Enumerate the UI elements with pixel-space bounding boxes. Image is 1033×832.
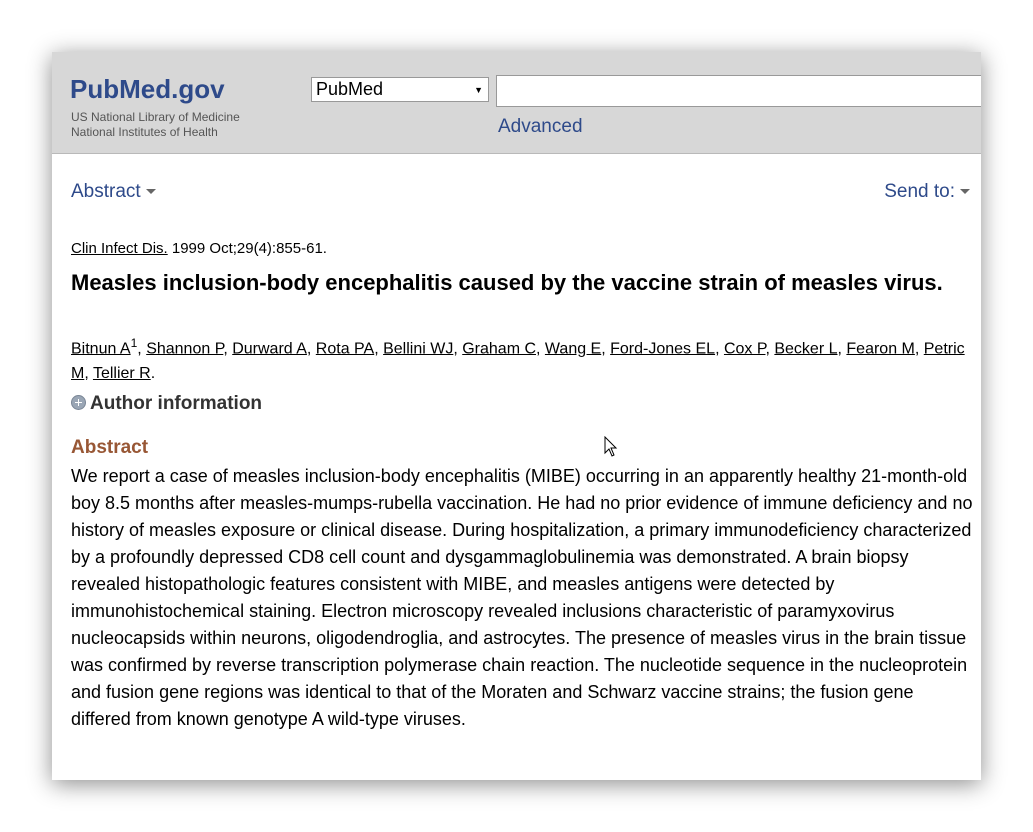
author-separator: , [765,340,775,358]
search-input[interactable] [496,75,981,107]
format-label: Abstract [71,181,141,202]
author-separator: , [306,340,316,358]
advanced-search-link[interactable]: Advanced [498,116,583,137]
article-title: Measles inclusion-body encephalitis caused by the vaccine strain of measles virus. [71,270,943,295]
author-link[interactable]: Fearon M [846,340,915,358]
author-link[interactable]: Bitnun A [71,340,131,358]
author-separator: , [453,340,463,358]
caret-down-icon [146,189,156,194]
author-separator: , [715,340,724,358]
author-separator: , [914,340,924,358]
database-select[interactable] [311,77,489,102]
expand-plus-icon [71,395,86,410]
abstract-heading: Abstract [71,437,149,458]
author-information-toggle[interactable] [71,393,262,415]
send-to-dropdown[interactable] [884,181,970,203]
mouse-cursor-icon [604,436,618,458]
author-link[interactable]: Durward A [232,340,307,358]
author-link[interactable]: Cox P [723,340,766,358]
journal-link[interactable]: Clin Infect Dis. [71,240,168,257]
author-link[interactable]: Rota PA [315,340,375,358]
database-select-value: PubMed [316,79,384,99]
author-separator: , [374,340,384,358]
org-name [71,110,240,140]
author-separator: , [837,340,847,358]
author-link[interactable]: Ford-Jones EL [610,340,716,358]
abstract-text: We report a case of measles inclusion-body encephalitis (MIBE) occurring in an apparently healthy 21-month-old boy 8.5 months after measles-mumps-rubella vaccination. He had no prior evidence of immune deficiency and no history of measles exposure or clinical disease. During hospitalization, a primary immunodeficiency characterized by a profoundly depressed CD8 cell count and dysgammaglobulinemia was demonstrated. A brain biopsy revealed histopathologic features consistent with MIBE, and measles antigens were detected by immunohistochemical staining. Electron microscopy revealed inclusions characteristic of paramyxovirus nucleocapsids within neurons, oligodendroglia, and astrocytes. The presence of measles virus in the brain tissue was confirmed by reverse transcription polymerase chain reaction. The nucleotide sequence in the nucleoprotein and fusion gene regions was identical to that of the Moraten and Schwarz vaccine strains; the fusion gene differed from known genotype A wild-type viruses. [71,466,973,729]
author-link[interactable]: Graham C [462,340,537,358]
author-list [71,331,971,386]
citation [71,240,327,257]
citation-details: 1999 Oct;29(4):855-61. [167,240,327,257]
pubmed-header [52,52,981,154]
author-separator: , [601,340,611,358]
browser-page [52,52,981,780]
author-link[interactable]: Bellini WJ [383,340,454,358]
author-link[interactable]: Becker L [774,340,838,358]
author-link[interactable]: Wang E [544,340,602,358]
author-link[interactable]: Tellier R [92,365,151,383]
author-info-label: Author information [90,393,263,414]
caret-down-icon [960,189,970,194]
author-separator: , [137,340,147,358]
author-separator: , [84,365,93,383]
send-to-label: Send to: [884,181,955,202]
dropdown-arrow-icon: ▼ [474,85,483,95]
author-separator: , [223,340,233,358]
author-link[interactable]: Petric M [71,340,965,383]
affiliation-marker[interactable]: 1 [130,336,138,350]
pubmed-logo[interactable] [70,68,260,108]
author-separator: . [150,365,156,383]
author-link[interactable]: Shannon P [146,340,224,358]
org-line-1: US National Library of Medicine [71,110,240,124]
org-line-2: National Institutes of Health [71,125,218,139]
logo-text: PubMed.gov [70,74,225,104]
author-separator: , [536,340,545,358]
format-dropdown[interactable] [71,181,156,203]
